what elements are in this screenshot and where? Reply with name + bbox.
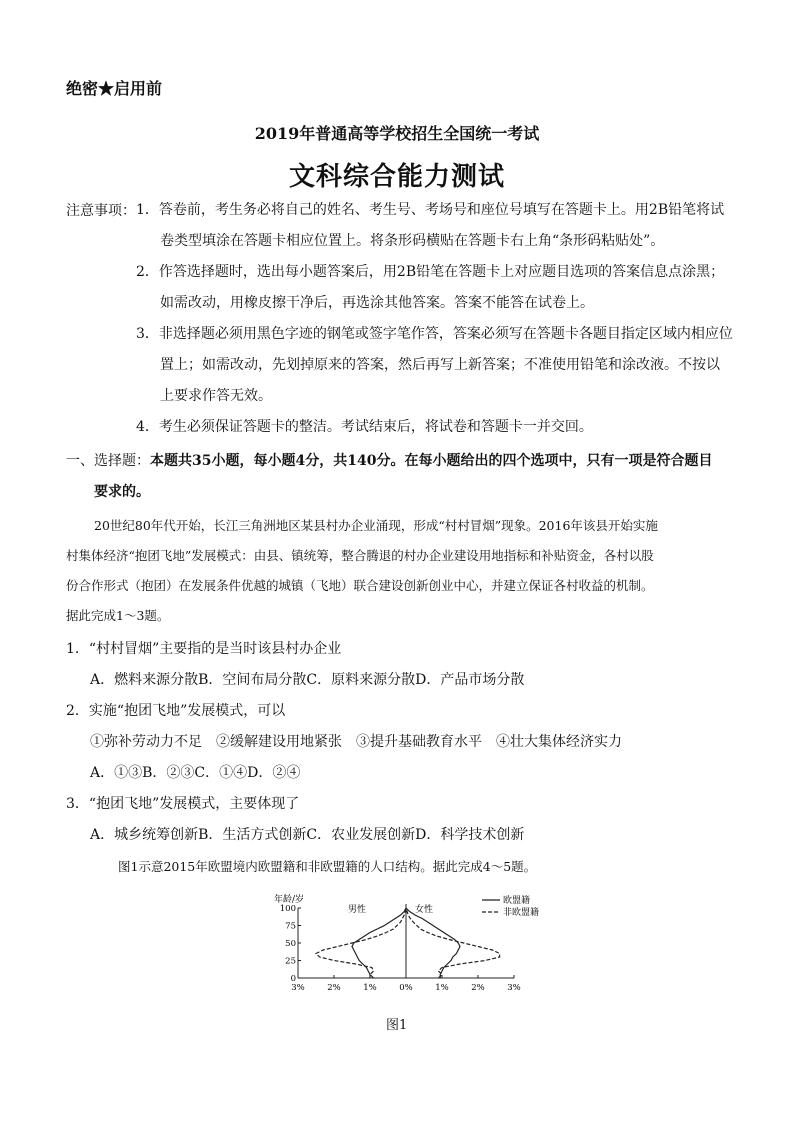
- exam-title: 2019年普通高等学校招生全国统一考试: [254, 124, 540, 143]
- figure-caption: 图1: [386, 1018, 408, 1033]
- x-tick-label: 0%: [399, 983, 413, 993]
- section-1-heading: 一、选择题：本题共35小题，每小题4分，共140分。在每小题给出的四个选项中，只有一项是符合题目: [66, 453, 713, 469]
- y-tick-label: 100: [279, 904, 296, 914]
- question-2-stem: 2．实施“抱团飞地”发展模式，可以: [66, 703, 286, 719]
- x-tick-label: 3%: [291, 983, 305, 993]
- series-eu-female-line: [406, 908, 460, 978]
- chart-legend: [482, 894, 539, 918]
- passage-1-line-4: 据此完成1～3题。: [66, 608, 170, 623]
- legend-non-eu-label: 非欧盟籍: [503, 908, 540, 918]
- passage-2: 图1示意2015年欧盟境内欧盟籍和非欧盟籍的人口结构。据此完成4～5题。: [118, 859, 537, 874]
- series-non-eu-male-line: [316, 908, 406, 978]
- male-label: 男性: [348, 905, 367, 915]
- population-pyramid-chart: [260, 888, 540, 998]
- subject-title: 文科综合能力测试: [288, 162, 505, 192]
- x-tick-label: 3%: [507, 983, 521, 993]
- notice-label: 注意事项：: [66, 203, 136, 219]
- question-2-options: A．①③B．②③C．①④D．②④: [90, 765, 301, 781]
- y-axis-title: 年龄/岁: [274, 895, 305, 905]
- y-tick-label: 25: [285, 956, 296, 967]
- notice-item-3-line-3: 上要求作答无效。: [160, 388, 272, 404]
- x-tick-label: 1%: [435, 983, 449, 993]
- notice-item-3-line-1: 3．非选择题必须用黑色字迹的钢笔或签字笔作答，答案必须写在答题卡各题目指定区域内相应位: [136, 326, 733, 342]
- x-tick-label: 2%: [327, 983, 341, 993]
- question-3-options: A．城乡统筹创新B．生活方式创新C．农业发展创新D．科学技术创新: [90, 827, 525, 843]
- legend-eu-label: 欧盟籍: [503, 896, 531, 906]
- notice-item-1-line-2: 卷类型填涂在答题卡相应位置上。将条形码横贴在答题卡右上角“条形码粘贴处”。: [160, 233, 665, 249]
- y-tick-label: 50: [285, 939, 296, 949]
- question-1-options: A．燃料来源分散B．空间布局分散C．原料来源分散D．产品市场分散: [90, 672, 525, 688]
- notice-item-1-line-1: 1．答卷前，考生务必将自己的姓名、考生号、考场号和座位号填写在答题卡上。用2B铅笔将试: [136, 202, 725, 218]
- chart-series: [316, 908, 500, 978]
- notice-item-4-line-1: 4．考生必须保证答题卡的整洁。考试结束后，将试卷和答题卡一并交回。: [136, 419, 593, 435]
- notice-item-3-line-2: 置上；如需改动，先划掉原来的答案，然后再写上新答案；不准使用铅笔和涂改液。不按以: [160, 357, 720, 373]
- secret-label: 绝密★启用前: [66, 79, 163, 98]
- x-tick-label: 1%: [363, 983, 377, 993]
- notice-item-2-line-1: 2．作答选择题时，选出每小题答案后，用2B铅笔在答题卡上对应题目选项的答案信息点涂黑；: [136, 264, 725, 280]
- y-tick-label: 0: [290, 974, 296, 984]
- section-1-heading-line-2: 要求的。: [94, 484, 150, 500]
- x-tick-label: 2%: [471, 983, 485, 993]
- passage-1-line-2: 村集体经济“抱团飞地”发展模式：由县、镇统筹，整合腾退的村办企业建设用地指标和补贴资金，各村以股: [66, 548, 654, 563]
- notice-item-2-line-2: 如需改动，用橡皮擦干净后，再选涂其他答案。答案不能答在试卷上。: [160, 295, 594, 311]
- question-1-stem: 1．“村村冒烟”主要指的是当时该县村办企业: [66, 641, 342, 657]
- y-tick-label: 75: [285, 921, 296, 932]
- series-eu-male-line: [352, 908, 406, 978]
- question-3-stem: 3．“抱团飞地”发展模式，主要体现了: [66, 796, 300, 812]
- passage-1-line-3: 份合作形式（抱团）在发展条件优越的城镇（飞地）联合建设创新创业中心，并建立保证各村收益的机制。: [66, 578, 654, 593]
- question-2-statements: ①弥补劳动力不足 ②缓解建设用地紧张 ③提升基础教育水平 ④壮大集体经济实力: [90, 734, 622, 750]
- passage-1-line-1: 20世纪80年代开始，长江三角洲地区某县村办企业涌现，形成“村村冒烟”现象。2016年该县开始实施: [94, 518, 658, 533]
- female-label: 女性: [415, 905, 434, 915]
- series-non-eu-female-line: [406, 908, 500, 978]
